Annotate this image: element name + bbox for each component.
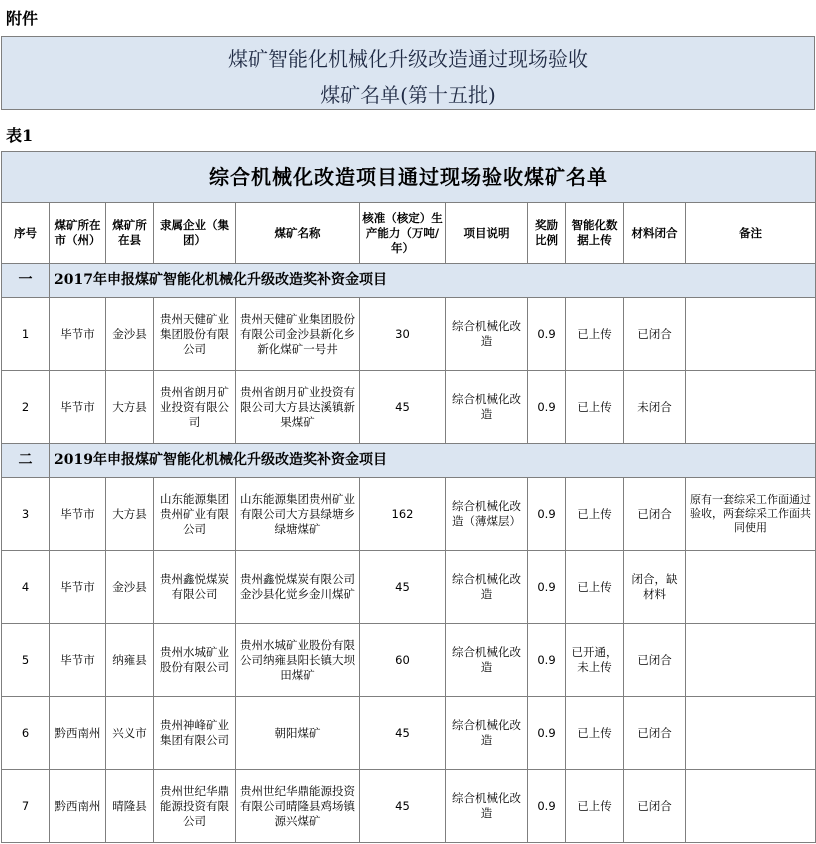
section-row: [2, 264, 816, 298]
cell-project: 综合机械化改造: [446, 770, 528, 843]
cell-remark: [686, 697, 816, 770]
cell-project: 综合机械化改造: [446, 551, 528, 624]
cell-county: 兴义市: [106, 697, 154, 770]
cell-project: 综合机械化改造（薄煤层）: [446, 478, 528, 551]
cell-ratio: 0.9: [528, 770, 566, 843]
cell-upload: 已开通，未上传: [566, 624, 624, 697]
cell-capacity: 60: [360, 624, 446, 697]
cell-county: 大方县: [106, 371, 154, 444]
section-title: 2019年申报煤矿智能化机械化升级改造奖补资金项目: [50, 444, 816, 478]
header-enterprise: 隶属企业（集团）: [154, 203, 236, 264]
table-row: [2, 371, 816, 444]
cell-project: 综合机械化改造: [446, 697, 528, 770]
section-number: 一: [2, 264, 50, 298]
cell-mine: 朝阳煤矿: [236, 697, 360, 770]
cell-seq: 7: [2, 770, 50, 843]
cell-enterprise: 贵州世纪华鼎能源投资有限公司: [154, 770, 236, 843]
cell-ratio: 0.9: [528, 624, 566, 697]
header-ratio: 奖励比例: [528, 203, 566, 264]
cell-mine: 山东能源集团贵州矿业有限公司大方县绿塘乡绿塘煤矿: [236, 478, 360, 551]
cell-enterprise: 贵州天健矿业集团股份有限公司: [154, 298, 236, 371]
cell-ratio: 0.9: [528, 371, 566, 444]
cell-county: 金沙县: [106, 551, 154, 624]
header-remark: 备注: [686, 203, 816, 264]
cell-closure: 已闭合: [624, 624, 686, 697]
cell-closure: 已闭合: [624, 770, 686, 843]
table-row: [2, 551, 816, 624]
cell-county: 金沙县: [106, 298, 154, 371]
document-title-line1: 煤矿智能化机械化升级改造通过现场验收: [228, 47, 588, 71]
cell-ratio: 0.9: [528, 478, 566, 551]
document-title-line2: 煤矿名单(第十五批): [320, 83, 496, 107]
table-caption: 综合机械化改造项目通过现场验收煤矿名单: [2, 152, 816, 203]
header-capacity: 核准（核定）生产能力（万吨/年）: [360, 203, 446, 264]
cell-mine: 贵州鑫悦煤炭有限公司金沙县化觉乡金川煤矿: [236, 551, 360, 624]
cell-capacity: 45: [360, 551, 446, 624]
cell-mine: 贵州水城矿业股份有限公司纳雍县阳长镇大坝田煤矿: [236, 624, 360, 697]
table-row: [2, 624, 816, 697]
table-caption-row: [2, 152, 816, 203]
cell-city: 毕节市: [50, 371, 106, 444]
cell-remark: [686, 298, 816, 371]
cell-capacity: 162: [360, 478, 446, 551]
cell-closure: 已闭合: [624, 697, 686, 770]
cell-project: 综合机械化改造: [446, 371, 528, 444]
cell-city: 毕节市: [50, 298, 106, 371]
cell-seq: 5: [2, 624, 50, 697]
cell-enterprise: 贵州省朗月矿业投资有限公司: [154, 371, 236, 444]
attachment-label: 附件: [6, 9, 39, 28]
cell-upload: 已上传: [566, 697, 624, 770]
cell-seq: 6: [2, 697, 50, 770]
cell-city: 黔西南州: [50, 697, 106, 770]
cell-closure: 已闭合: [624, 478, 686, 551]
cell-county: 纳雍县: [106, 624, 154, 697]
table-row: [2, 478, 816, 551]
cell-county: 大方县: [106, 478, 154, 551]
cell-mine: 贵州天健矿业集团股份有限公司金沙县新化乡新化煤矿一号井: [236, 298, 360, 371]
table-label: 表1: [6, 126, 34, 145]
cell-county: 晴隆县: [106, 770, 154, 843]
header-mine: 煤矿名称: [236, 203, 360, 264]
cell-upload: 已上传: [566, 371, 624, 444]
cell-mine: 贵州省朗月矿业投资有限公司大方县达溪镇新果煤矿: [236, 371, 360, 444]
cell-capacity: 45: [360, 770, 446, 843]
cell-upload: 已上传: [566, 551, 624, 624]
cell-project: 综合机械化改造: [446, 624, 528, 697]
cell-enterprise: 山东能源集团贵州矿业有限公司: [154, 478, 236, 551]
mine-list-table: [1, 151, 816, 843]
section-number: 二: [2, 444, 50, 478]
cell-upload: 已上传: [566, 478, 624, 551]
header-seq: 序号: [2, 203, 50, 264]
cell-seq: 3: [2, 478, 50, 551]
cell-mine: 贵州世纪华鼎能源投资有限公司晴隆县鸡场镇源兴煤矿: [236, 770, 360, 843]
cell-city: 毕节市: [50, 478, 106, 551]
cell-remark: 原有一套综采工作面通过验收，两套综采工作面共同使用: [686, 478, 816, 551]
cell-remark: [686, 624, 816, 697]
cell-remark: [686, 371, 816, 444]
cell-project: 综合机械化改造: [446, 298, 528, 371]
cell-closure: 未闭合: [624, 371, 686, 444]
cell-capacity: 30: [360, 298, 446, 371]
cell-city: 黔西南州: [50, 770, 106, 843]
cell-city: 毕节市: [50, 624, 106, 697]
section-row: [2, 444, 816, 478]
cell-closure: 已闭合: [624, 298, 686, 371]
table-row: [2, 697, 816, 770]
cell-upload: 已上传: [566, 298, 624, 371]
cell-remark: [686, 551, 816, 624]
cell-city: 毕节市: [50, 551, 106, 624]
cell-capacity: 45: [360, 371, 446, 444]
header-closure: 材料闭合: [624, 203, 686, 264]
cell-remark: [686, 770, 816, 843]
table-row: [2, 770, 816, 843]
cell-ratio: 0.9: [528, 298, 566, 371]
cell-ratio: 0.9: [528, 697, 566, 770]
table-row: [2, 298, 816, 371]
table-header-row: [2, 203, 816, 264]
cell-capacity: 45: [360, 697, 446, 770]
section-title: 2017年申报煤矿智能化机械化升级改造奖补资金项目: [50, 264, 816, 298]
cell-ratio: 0.9: [528, 551, 566, 624]
cell-closure: 闭合，缺材料: [624, 551, 686, 624]
header-project: 项目说明: [446, 203, 528, 264]
cell-enterprise: 贵州水城矿业股份有限公司: [154, 624, 236, 697]
cell-enterprise: 贵州神峰矿业集团有限公司: [154, 697, 236, 770]
header-city: 煤矿所在市（州）: [50, 203, 106, 264]
cell-seq: 4: [2, 551, 50, 624]
cell-enterprise: 贵州鑫悦煤炭有限公司: [154, 551, 236, 624]
cell-seq: 1: [2, 298, 50, 371]
cell-seq: 2: [2, 371, 50, 444]
header-county: 煤矿所在县: [106, 203, 154, 264]
cell-upload: 已上传: [566, 770, 624, 843]
document-title-box: [1, 36, 815, 110]
header-upload: 智能化数据上传: [566, 203, 624, 264]
